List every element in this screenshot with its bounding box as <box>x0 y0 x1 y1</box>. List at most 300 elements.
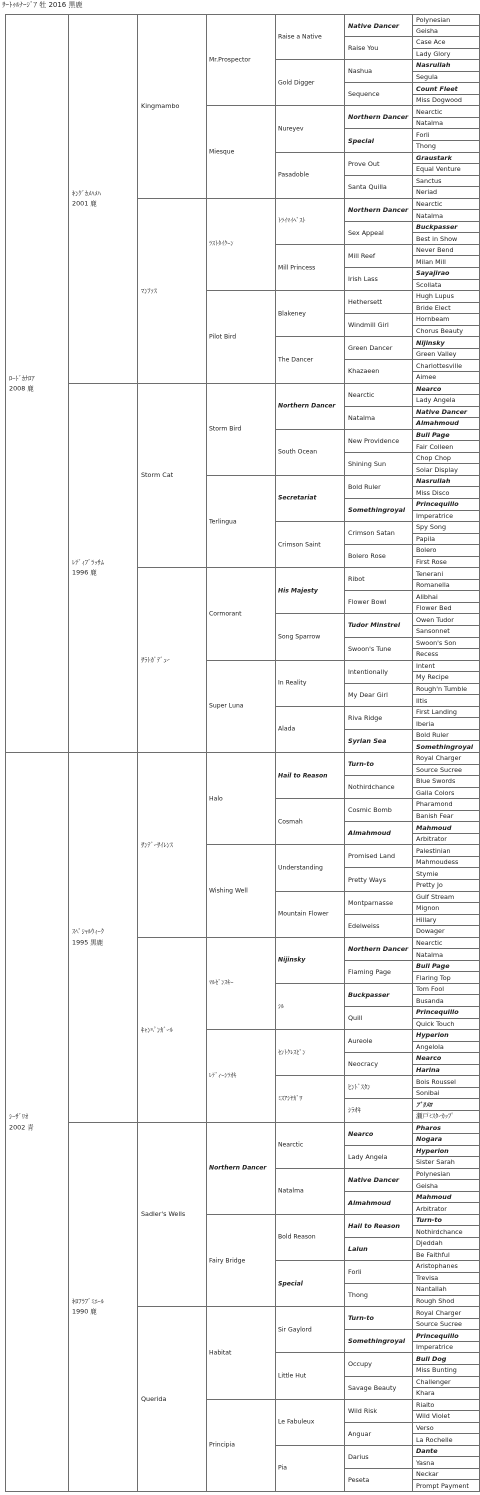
horse-name: ｷｬﾝﾍﾟﾝｶﾞｰﾙ <box>141 1025 173 1034</box>
horse-name: Hillary <box>416 915 437 924</box>
pedigree-cell-g5 <box>275 476 344 522</box>
horse-name: Source Sucree <box>416 1319 462 1328</box>
horse-name: Fair Colleen <box>416 442 454 451</box>
pedigree-cell-g5 <box>275 245 344 291</box>
horse-name: Aimee <box>416 372 437 381</box>
pedigree-cell-g7 <box>412 337 480 349</box>
pedigree-cell-g5 <box>275 1446 344 1492</box>
pedigree-cell-g7 <box>412 1192 480 1204</box>
pedigree-cell-g7 <box>412 349 480 361</box>
horse-name: Cormorant <box>209 610 242 618</box>
horse-name: Count Fleet <box>416 84 458 93</box>
horse-name: Iberia <box>416 719 435 728</box>
horse-name: Busanda <box>416 996 444 1005</box>
horse-name: Tudor Minstrel <box>348 621 401 630</box>
pedigree-cell-g7 <box>412 557 480 569</box>
pedigree-cell-g7 <box>412 915 480 927</box>
horse-name: Promised Land <box>348 852 396 861</box>
horse-name: Polynesian <box>416 1169 451 1178</box>
horse-name: Alada <box>278 725 296 733</box>
pedigree-cell-g7 <box>412 83 480 95</box>
pedigree-cell-g4 <box>206 106 275 198</box>
pedigree-cell-g7 <box>412 1434 480 1446</box>
horse-name: Prompt Payment <box>416 1481 469 1490</box>
horse-name: Spy Song <box>416 523 446 532</box>
pedigree-cell-g2 <box>68 1123 137 1493</box>
horse-name: Arbitrator <box>416 834 447 843</box>
horse-name: Secretariat <box>278 494 317 502</box>
pedigree-cell-g3 <box>137 14 206 199</box>
horse-name: Northern Dancer <box>348 944 409 953</box>
pedigree-cell-g5 <box>275 938 344 984</box>
horse-name: Nearctic <box>416 199 443 208</box>
horse-name: His Majesty <box>278 587 318 595</box>
horse-name: Irish Lass <box>348 274 378 283</box>
horse-name: Natalma <box>416 211 444 220</box>
horse-name: Nasrullah <box>416 476 451 485</box>
pedigree-cell-g4 <box>206 384 275 476</box>
pedigree-cell-g6 <box>344 245 412 268</box>
pedigree-cell-g6 <box>344 1215 412 1238</box>
pedigree-cell-g4 <box>206 661 275 753</box>
horse-name: Natalma <box>416 118 444 127</box>
pedigree-cell-g6 <box>344 37 412 60</box>
pedigree-cell-g5 <box>275 430 344 476</box>
pedigree-cell-g7 <box>412 72 480 84</box>
horse-name: Trevisa <box>416 1273 439 1282</box>
horse-name: Darius <box>348 1452 369 1461</box>
pedigree-cell-g6 <box>344 384 412 407</box>
pedigree-cell-g7 <box>412 1423 480 1435</box>
pedigree-cell-g7 <box>412 614 480 626</box>
horse-name: Somethingroyal <box>416 742 474 751</box>
horse-name: Nantallah <box>416 1285 447 1294</box>
pedigree-cell-g7 <box>412 464 480 476</box>
pedigree-cell-g7 <box>412 303 480 315</box>
pedigree-cell-g7 <box>412 649 480 661</box>
pedigree-cell-g7 <box>412 568 480 580</box>
pedigree-cell-g1 <box>5 14 68 753</box>
horse-name: Bolero <box>416 546 437 555</box>
pedigree-cell-g6 <box>344 176 412 199</box>
horse-name: Princequillo <box>416 499 459 508</box>
pedigree-cell-g7 <box>412 591 480 603</box>
horse-name: Papila <box>416 534 436 543</box>
pedigree-cell-g7 <box>412 372 480 384</box>
pedigree-cell-g7 <box>412 256 480 268</box>
pedigree-cell-g7 <box>412 245 480 257</box>
horse-name: Native Dancer <box>348 21 400 30</box>
horse-name: Lady Angela <box>348 1152 388 1161</box>
horse-name: Solar Display <box>416 465 458 474</box>
pedigree-cell-g6 <box>344 591 412 614</box>
pedigree-cell-g4 <box>206 845 275 937</box>
pedigree-cell-g6 <box>344 1377 412 1400</box>
pedigree-cell-g7 <box>412 880 480 892</box>
pedigree-cell-g5 <box>275 60 344 106</box>
pedigree-cell-g6 <box>344 1330 412 1353</box>
pedigree-cell-g6 <box>344 776 412 799</box>
pedigree-cell-g7 <box>412 1388 480 1400</box>
pedigree-cell-g6 <box>344 1284 412 1307</box>
pedigree-cell-g7 <box>412 1203 480 1215</box>
pedigree-cell-g7 <box>412 1146 480 1158</box>
horse-name: Nashua <box>348 66 373 75</box>
pedigree-cell-g5 <box>275 1353 344 1399</box>
horse-name: South Ocean <box>278 448 318 456</box>
horse-name: Bold Reason <box>278 1233 316 1241</box>
horse-name: Swoon's Tune <box>348 644 392 653</box>
pedigree-cell-g5 <box>275 1400 344 1446</box>
pedigree-cell-g6 <box>344 1400 412 1423</box>
pedigree-cell-g7 <box>412 1019 480 1031</box>
horse-name: Super Luna <box>209 702 244 710</box>
horse-name: Hethersett <box>348 297 383 306</box>
pedigree-cell-g7 <box>412 811 480 823</box>
pedigree-cell-g7 <box>412 718 480 730</box>
pedigree-cell-g7 <box>412 1296 480 1308</box>
pedigree-cell-g7 <box>412 233 480 245</box>
pedigree-cell-g6 <box>344 1146 412 1169</box>
horse-name: Kingmambo <box>141 102 180 111</box>
pedigree-cell-g5 <box>275 199 344 245</box>
horse-name: Mountain Flower <box>278 910 329 918</box>
pedigree-cell-g6 <box>344 522 412 545</box>
horse-name: Sansonnet <box>416 627 450 635</box>
horse-name: Banish Fear <box>416 811 454 820</box>
horse-name: Savage Beauty <box>348 1383 397 1392</box>
pedigree-cell-g7 <box>412 395 480 407</box>
pedigree-cell-g5 <box>275 1307 344 1353</box>
pedigree-cell-g7 <box>412 176 480 188</box>
horse-name: Sayajirao <box>416 269 450 278</box>
pedigree-cell-g5 <box>275 522 344 568</box>
horse-name: Imperatrice <box>416 511 453 520</box>
pedigree-cell-g5 <box>275 984 344 1030</box>
pedigree-cell-g7 <box>412 153 480 165</box>
horse-name: Nearctic <box>348 390 375 399</box>
pedigree-cell-g4 <box>206 291 275 383</box>
pedigree-cell-g7 <box>412 187 480 199</box>
pedigree-cell-g5 <box>275 1261 344 1307</box>
pedigree-cell-g7 <box>412 522 480 534</box>
pedigree-cell-g7 <box>412 384 480 396</box>
pedigree-cell-g7 <box>412 1215 480 1227</box>
pedigree-cell-g7 <box>412 118 480 130</box>
horse-name: Natalma <box>416 950 444 959</box>
horse-name: Palestinian <box>416 846 451 855</box>
horse-name: Stymie <box>416 869 439 878</box>
horse-name: ｷﾛﾌﾗﾌﾞﾐｴｰﾙ 1990 鹿 <box>72 1297 104 1316</box>
pedigree-cell-g6 <box>344 1169 412 1192</box>
horse-name: ｼｰｻﾞﾘｵ 2002 青 <box>9 1112 34 1131</box>
horse-name: ｾﾝﾄｸﾚｽﾋﾟﾝ <box>278 1049 306 1057</box>
horse-name: Verso <box>416 1423 434 1432</box>
pedigree-cell-g5 <box>275 753 344 799</box>
horse-name: Lady Glory <box>416 49 451 58</box>
horse-name: Galla Colors <box>416 788 455 797</box>
pedigree-cell-g3 <box>137 568 206 753</box>
pedigree-cell-g7 <box>412 534 480 546</box>
horse-name: Bold Ruler <box>416 730 449 739</box>
horse-name: Scollata <box>416 280 442 289</box>
pedigree-cell-g7 <box>412 545 480 557</box>
pedigree-cell-g7 <box>412 984 480 996</box>
pedigree-cell-g7 <box>412 776 480 788</box>
horse-name: Windmill Girl <box>348 321 389 330</box>
pedigree-cell-g5 <box>275 1169 344 1215</box>
pedigree-cell-g7 <box>412 1123 480 1135</box>
horse-name: Romanella <box>416 580 450 589</box>
horse-name: Bolero Rose <box>348 551 386 560</box>
pedigree-cell-g5 <box>275 291 344 337</box>
pedigree-cell-g7 <box>412 1400 480 1412</box>
pedigree-cell-g7 <box>412 753 480 765</box>
pedigree-cell-g5 <box>275 707 344 753</box>
horse-name: Prove Out <box>348 159 380 168</box>
horse-name: Sanctus <box>416 176 442 185</box>
pedigree-cell-g6 <box>344 568 412 591</box>
horse-name: Sex Appeal <box>348 228 384 237</box>
pedigree-cell-g4 <box>206 753 275 845</box>
pedigree-cell-g7 <box>412 1180 480 1192</box>
horse-name: Ribot <box>348 575 365 584</box>
pedigree-cell-g7 <box>412 995 480 1007</box>
horse-name: Chorus Beauty <box>416 326 464 335</box>
horse-name: Anguar <box>348 1429 372 1438</box>
horse-name: Nasrullah <box>416 61 451 70</box>
horse-name: Turn-to <box>348 1314 374 1323</box>
pedigree-cell-g7 <box>412 106 480 118</box>
pedigree-cell-g6 <box>344 453 412 476</box>
pedigree-cell-g4 <box>206 1215 275 1307</box>
pedigree-cell-g7 <box>412 360 480 372</box>
horse-name: Neriad <box>416 188 438 197</box>
horse-name: Hail to Reason <box>348 1221 400 1230</box>
horse-name: Crimson Saint <box>278 541 321 549</box>
horse-name: ﾚﾃﾞｨﾌﾞﾗｯｻﾑ 1996 鹿 <box>72 558 104 577</box>
pedigree-cell-g6 <box>344 1099 412 1122</box>
pedigree-cell-g4 <box>206 199 275 291</box>
horse-name: Native Dancer <box>416 407 468 416</box>
horse-name: Rialto <box>416 1400 435 1409</box>
pedigree-cell-g7 <box>412 1169 480 1181</box>
pedigree-cell-g7 <box>412 511 480 523</box>
horse-name: ﾐｽｱｼﾔｶﾞﾜ <box>278 1095 303 1103</box>
pedigree-cell-g6 <box>344 892 412 915</box>
horse-name: Nearctic <box>416 107 443 116</box>
horse-name: Shining Sun <box>348 459 387 468</box>
horse-name: Mignon <box>416 904 440 913</box>
pedigree-cell-g5 <box>275 1123 344 1169</box>
pedigree-cell-g7 <box>412 695 480 707</box>
horse-name: Djeddah <box>416 1238 443 1247</box>
pedigree-cell-g7 <box>412 626 480 638</box>
horse-name: Nijinsky <box>416 338 445 347</box>
pedigree-cell-g6 <box>344 407 412 430</box>
horse-name: Pasadoble <box>278 171 309 179</box>
horse-name: Almahmoud <box>348 1198 391 1207</box>
horse-name: Imperatrice <box>416 1342 453 1351</box>
pedigree-cell-g7 <box>412 129 480 141</box>
horse-name: Northern Dancer <box>209 1164 267 1172</box>
pedigree-cell-g6 <box>344 14 412 37</box>
pedigree-cell-g7 <box>412 938 480 950</box>
pedigree-cell-g6 <box>344 291 412 314</box>
horse-name: Flower Bowl <box>348 598 387 607</box>
horse-name: Nijinsky <box>278 956 306 964</box>
pedigree-cell-g6 <box>344 684 412 707</box>
horse-name: Dowager <box>416 927 445 936</box>
pedigree-cell-g6 <box>344 915 412 938</box>
horse-name: Thong <box>416 142 436 151</box>
horse-name: Miss Disco <box>416 488 450 497</box>
pedigree-cell-g7 <box>412 949 480 961</box>
horse-name: ﾌﾟﾘﾒﾛ <box>416 1100 432 1109</box>
horse-name: Khazaeen <box>348 367 380 376</box>
pedigree-cell-g7 <box>412 291 480 303</box>
horse-name: ｼﾗｵｷ <box>348 1106 361 1115</box>
horse-name: ﾚﾃﾞｨｰｼﾗｵｷ <box>209 1072 237 1080</box>
pedigree-cell-g4 <box>206 938 275 1030</box>
pedigree-cell-g6 <box>344 1007 412 1030</box>
pedigree-cell-g5 <box>275 892 344 938</box>
pedigree-cell-g7 <box>412 1226 480 1238</box>
pedigree-cell-g7 <box>412 1076 480 1088</box>
horse-name: Princequillo <box>416 1008 459 1017</box>
horse-name: Hyperion <box>416 1031 449 1040</box>
pedigree-cell-g3 <box>137 938 206 1123</box>
horse-name: Chop Chop <box>416 453 451 462</box>
pedigree-cell-g2 <box>68 14 137 384</box>
pedigree-cell-g7 <box>412 741 480 753</box>
pedigree-cell-g7 <box>412 1411 480 1423</box>
pedigree-cell-g7 <box>412 499 480 511</box>
horse-name: Geisha <box>416 1181 438 1190</box>
pedigree-cell-g4 <box>206 1400 275 1492</box>
horse-name: Storm Cat <box>141 471 174 480</box>
pedigree-cell-g4 <box>206 1307 275 1399</box>
horse-name: Nearco <box>416 1054 442 1063</box>
horse-name: Bull Page <box>416 430 450 439</box>
horse-name: Flaring Top <box>416 973 451 982</box>
pedigree-cell-g7 <box>412 1261 480 1273</box>
horse-name: Nothirdchance <box>416 1227 463 1236</box>
pedigree-cell-g7 <box>412 1238 480 1250</box>
horse-name: Rough Shod <box>416 1296 455 1305</box>
pedigree-cell-g7 <box>412 1319 480 1331</box>
pedigree-cell-g6 <box>344 60 412 83</box>
pedigree-cell-g7 <box>412 1330 480 1342</box>
pedigree-cell-g7 <box>412 441 480 453</box>
horse-name: ｻﾗﾄｶﾞﾃﾞｭｰ <box>141 655 170 664</box>
horse-name: Thong <box>348 1290 368 1299</box>
horse-name: Royal Charger <box>416 754 462 763</box>
horse-name: Forli <box>348 1267 362 1276</box>
pedigree-cell-g7 <box>412 453 480 465</box>
horse-name: Sequence <box>348 90 380 99</box>
pedigree-cell-g6 <box>344 707 412 730</box>
horse-name: ﾏﾙｾﾞﾝｽｷｰ <box>209 979 234 987</box>
horse-name: Crimson Satan <box>348 528 395 537</box>
horse-name: Gulf Stream <box>416 892 455 901</box>
pedigree-cell-g4 <box>206 1030 275 1122</box>
horse-name: Intentionally <box>348 667 388 676</box>
horse-name: Harina <box>416 1065 440 1074</box>
horse-name: La Rochelle <box>416 1435 453 1444</box>
pedigree-cell-g7 <box>412 1030 480 1042</box>
horse-name: Sir Gaylord <box>278 1326 312 1334</box>
horse-name: Tom Fool <box>416 984 445 993</box>
horse-name: Buckpasser <box>348 990 390 999</box>
horse-name: Buckpasser <box>416 222 458 231</box>
horse-name: Understanding <box>278 864 323 872</box>
pedigree-cell-g7 <box>412 1480 480 1492</box>
horse-name: Blakeney <box>278 310 306 318</box>
horse-name: Green Valley <box>416 349 457 358</box>
horse-name: Almahmoud <box>348 829 391 838</box>
horse-name: Pharamond <box>416 800 453 809</box>
horse-name: Bold Ruler <box>348 482 381 491</box>
horse-name: Miss Bunting <box>416 1366 457 1374</box>
pedigree-cell-g5 <box>275 845 344 891</box>
horse-name: Angelola <box>416 1042 444 1051</box>
pedigree-cell-g7 <box>412 430 480 442</box>
pedigree-cell-g6 <box>344 1076 412 1099</box>
horse-name: Iltis <box>416 696 428 705</box>
horse-name: Miesque <box>209 148 235 156</box>
horse-name: Pilot Bird <box>209 333 237 341</box>
horse-name: The Dancer <box>278 356 314 364</box>
pedigree-cell-g6 <box>344 83 412 106</box>
pedigree-cell-g6 <box>344 430 412 453</box>
horse-name: Bois Roussel <box>416 1077 456 1086</box>
pedigree-cell-g7 <box>412 1273 480 1285</box>
pedigree-cell-g3 <box>137 1307 206 1492</box>
pedigree-cell-g5 <box>275 14 344 60</box>
horse-name: Principia <box>209 1441 235 1449</box>
pedigree-cell-g7 <box>412 14 480 26</box>
horse-name: Alibhai <box>416 592 438 601</box>
horse-name: Milan Mill <box>416 257 446 266</box>
horse-name: ｷﾝｸﾞｶﾒﾊﾒﾊ 2001 鹿 <box>72 189 101 208</box>
horse-name: Northern Dancer <box>278 402 336 410</box>
pedigree-cell-g5 <box>275 1076 344 1122</box>
pedigree-cell-g7 <box>412 1457 480 1469</box>
horse-name: Mahmoudess <box>416 857 459 866</box>
pedigree-cell-g6 <box>344 314 412 337</box>
horse-name: Almahmoud <box>416 419 459 428</box>
horse-name: Wild Risk <box>348 1406 378 1415</box>
horse-name: Pretty Jo <box>416 881 443 890</box>
horse-name: Nearco <box>348 1129 374 1138</box>
horse-name: Bull Page <box>416 961 450 970</box>
pedigree-cell-g5 <box>275 799 344 845</box>
horse-name: Native Dancer <box>348 1175 400 1184</box>
horse-name: Dante <box>416 1446 438 1455</box>
pedigree-cell-g7 <box>412 1157 480 1169</box>
pedigree-cell-g7 <box>412 210 480 222</box>
pedigree-cell-g6 <box>344 360 412 383</box>
pedigree-cell-g4 <box>206 14 275 106</box>
horse-name: Nearctic <box>416 938 443 947</box>
pedigree-cell-g5 <box>275 568 344 614</box>
horse-name: Be Faithful <box>416 1250 450 1259</box>
horse-name: Forli <box>416 130 430 139</box>
pedigree-cell-g3 <box>137 753 206 938</box>
pedigree-cell-g6 <box>344 1446 412 1469</box>
horse-name: Princequillo <box>416 1331 459 1340</box>
